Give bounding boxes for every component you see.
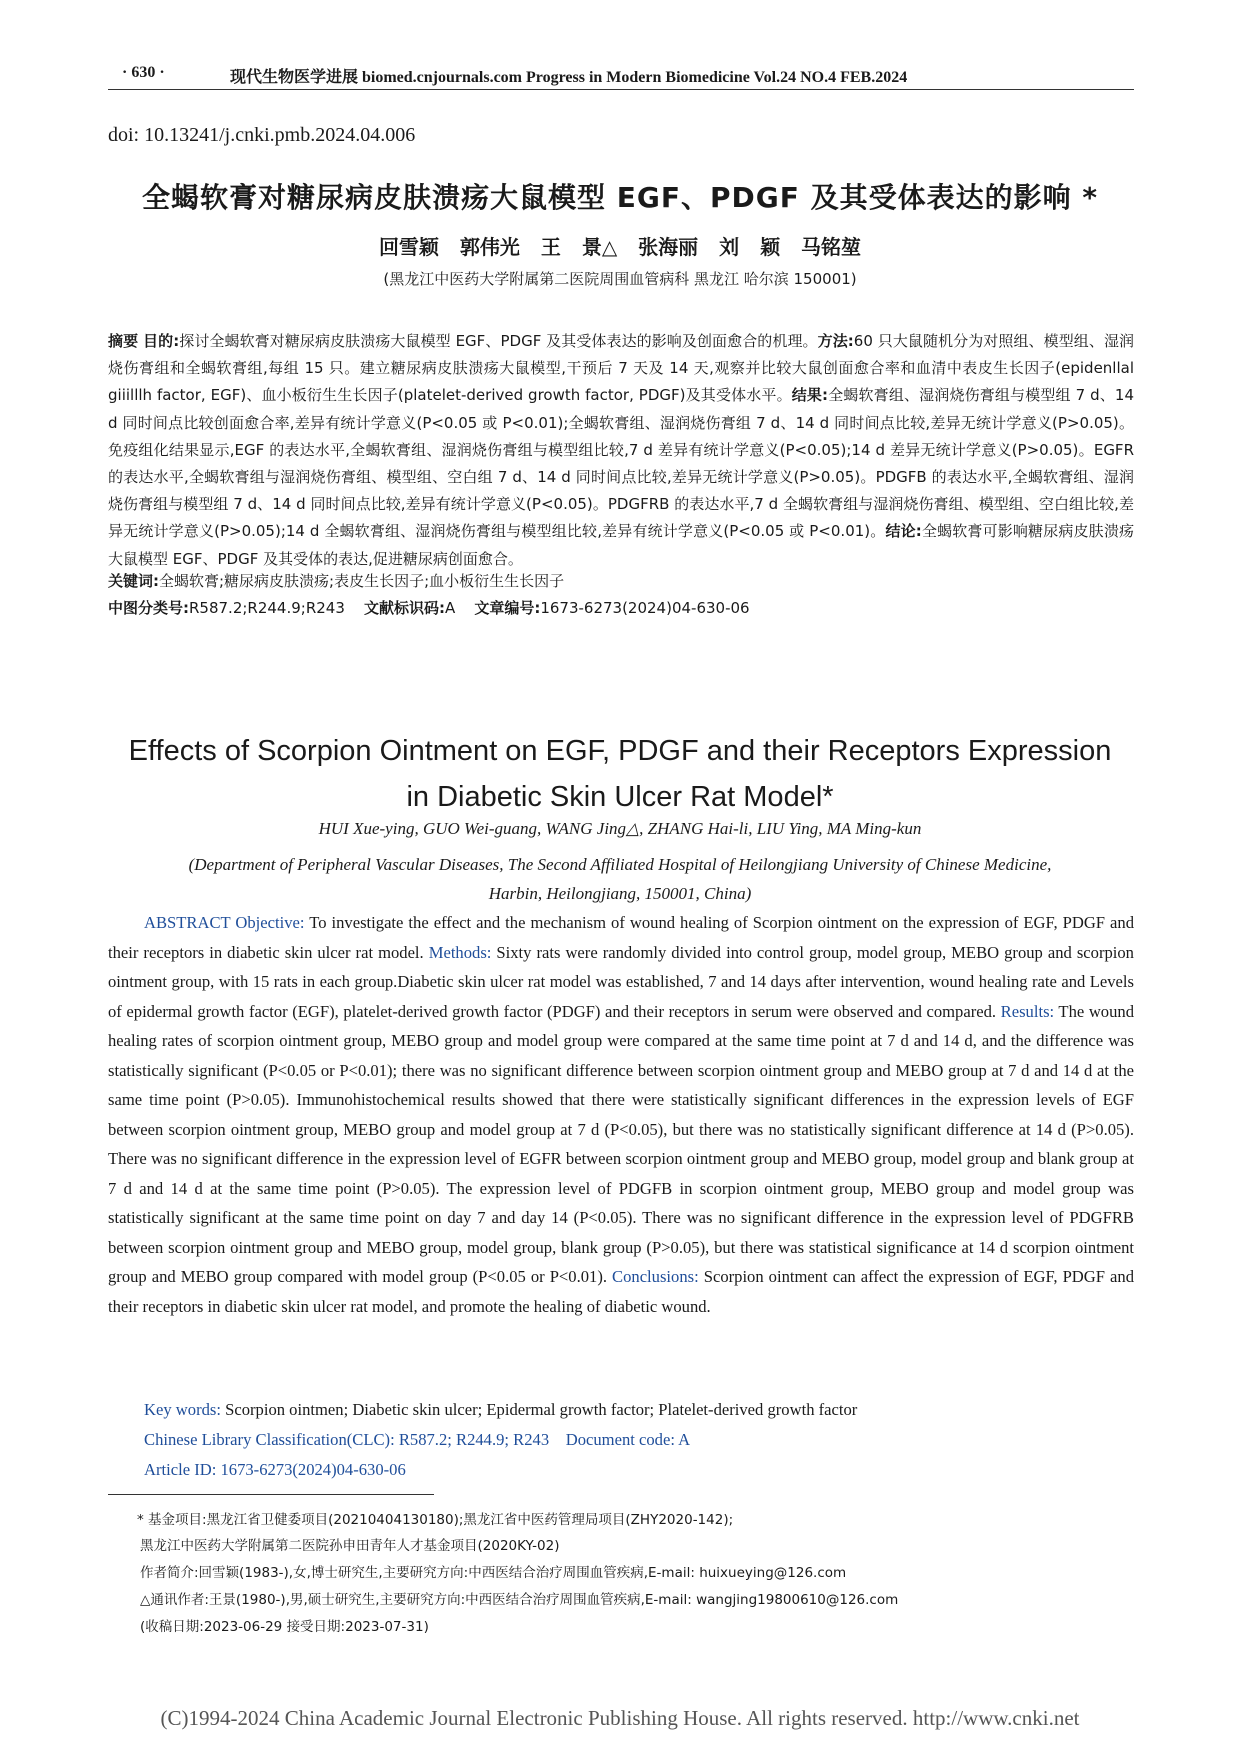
footnote-funding-2: 黑龙江中医药大学附属第二医院孙申田青年人才基金项目(2020KY-02) <box>140 1538 560 1554</box>
clc-label: 中图分类号: <box>108 599 189 617</box>
doccode-label: 文献标识码: <box>363 599 445 617</box>
english-title-line-2: in Diabetic Skin Ulcer Rat Model* <box>406 781 834 813</box>
results-text: 全蝎软膏组、湿润烧伤膏组与模型组 7 d、14 d 同时间点比较创面愈合率,差异有统计学意义(P<0.05 或 P<0.01);全蝎软膏组、湿润烧伤膏组 7 d、14 d 同时间点比较,差异无统计学意义(P>0.05)。免疫组化结果显示,EGF 的表达水平,全蝎软膏组、湿润烧伤膏组与模型组比较,7 d 差异有统计学意义(P<0.05);14 d 差异无统计学意义(P>0.05)。EGFR 的表达水平,全蝎软膏组与湿润烧伤膏组、模型组、空白组 7 d、14 d 同时间点比较,差异无统计学意义(P>0.05)。PDGFB 的表达水平,全蝎软膏组、湿润烧伤膏组与模型组 7 d、14 d 同时间点比较,差异有统计学意义(P<0.05)。PDGFRB 的表达水平,7 d 全蝎软膏组与湿润烧伤膏组、模型组、空白组比较,差异无统计学意义(P>0.05);14 d 全蝎软膏组、湿润烧伤膏组与模型组比较,差异有统计学意义(P<0.05 或 P<0.01)。 <box>108 386 1134 541</box>
footnote-rule <box>108 1494 434 1495</box>
en-keywords-label: Key words: <box>144 1400 221 1419</box>
english-title-line-1: Effects of Scorpion Ointment on EGF, PDGF and their Receptors Expression <box>128 735 1112 767</box>
article-number-value: 1673-6273(2024)04-630-06 <box>540 599 750 617</box>
abstract-label: 摘要 <box>108 332 139 350</box>
english-classification <box>144 1430 690 1450</box>
chinese-abstract <box>108 328 1134 573</box>
english-affiliation <box>0 850 1240 908</box>
keywords-label: 关键词: <box>108 572 159 590</box>
methods-label: 方法: <box>817 332 854 350</box>
methods-text: 60 只大鼠随机分为对照组、模型组、湿润烧伤膏组和全蝎软膏组,每组 15 只。建立糖尿病皮肤溃疡大鼠模型,干预后 7 天及 14 天,观察并比较大鼠创面愈合率和血清中表皮生长因子(epidenllal giiilllh factor, EGF)、血小板衍生生长因子(platelet-derived growth factor, PDGF)及其受体水平。 <box>108 332 1135 405</box>
footnote-funding-1: * 基金项目:黑龙江省卫健委项目(20210404130180);黑龙江省中医药管理局项目(ZHY2020-142); <box>137 1512 734 1528</box>
objective-text: 探讨全蝎软膏对糖尿病皮肤溃疡大鼠模型 EGF、PDGF 及其受体表达的影响及创面愈合的机理。 <box>179 332 818 350</box>
chinese-affiliation: (黑龙江中医药大学附属第二医院周围血管病科 黑龙江 哈尔滨 150001) <box>383 270 857 288</box>
english-article-id: Article ID: 1673-6273(2024)04-630-06 <box>144 1460 406 1479</box>
footnote-author-bio: 作者简介:回雪颖(1983-),女,博士研究生,主要研究方向:中西医结合治疗周围血管疾病,E-mail: huixueying@126.com <box>140 1565 847 1581</box>
english-title <box>0 728 1240 820</box>
conclusion-label: 结论: <box>885 522 922 541</box>
english-affiliation-line-1: (Department of Peripheral Vascular Diseases, The Second Affiliated Hospital of Heilongjiang University of Chinese Medicine, <box>188 855 1052 874</box>
en-methods-text: Sixty rats were randomly divided into control group, model group, MEBO group and scorpion ointment group, with 15 rats in each group.Diabetic skin ulcer rat model was established, 7 and 14 days after intervention, wound healing rate and Levels of epidermal growth factor (EGF), platelet-derived growth factor (PDGF) and their receptors in serum were observed and compared. <box>108 942 1134 1021</box>
en-conclusions-text: Scorpion ointment can affect the expression of EGF, PDGF and their receptors in diabetic skin ulcer rat model, and promote the healing of diabetic wound. <box>108 1267 1134 1316</box>
chinese-keywords <box>108 570 564 591</box>
clc-value: R587.2;R244.9;R243 <box>189 599 345 617</box>
results-label: 结果: <box>791 386 829 405</box>
running-header <box>112 64 1132 86</box>
footnote-dates: (收稿日期:2023-06-29 接受日期:2023-07-31) <box>140 1619 429 1635</box>
chinese-authors: 回雪颖 郭伟光 王 景△ 张海丽 刘 颖 马铭堃 <box>378 235 862 259</box>
english-affiliation-line-2: Harbin, Heilongjiang, 150001, China) <box>488 884 752 903</box>
en-doccode: Document code: A <box>565 1430 691 1449</box>
en-objective-text: To investigate the effect and the mechanism of wound healing of Scorpion ointment on the expression of EGF, PDGF and their receptors in diabetic skin ulcer rat model. <box>108 913 1135 962</box>
en-keywords-text: Scorpion ointmen; Diabetic skin ulcer; Epidermal growth factor; Platelet-derived growth factor <box>220 1400 858 1419</box>
footnote-corresponding-author: △通讯作者:王景(1980-),男,硕士研究生,主要研究方向:中西医结合治疗周围血管疾病,E-mail: wangjing19800610@126.com <box>140 1592 899 1608</box>
doccode-value: A <box>444 599 456 617</box>
en-methods-label: Methods: <box>428 942 492 962</box>
en-clc: Chinese Library Classification(CLC): R587.2; R244.9; R243 <box>144 1430 550 1449</box>
en-results-label: Results: <box>1000 1001 1055 1021</box>
journal-line: 现代生物医学进展 biomed.cnjournals.com Progress in Modern Biomedicine Vol.24 NO.4 FEB.2024 <box>230 69 908 86</box>
keywords-text: 全蝎软膏;糖尿病皮肤溃疡;表皮生长因子;血小板衍生生长因子 <box>159 572 565 590</box>
article-number-label: 文章编号: <box>474 599 541 617</box>
chinese-classification <box>108 597 750 618</box>
page-number: · 630 · <box>122 64 165 81</box>
doi: doi: 10.13241/j.cnki.pmb.2024.04.006 <box>108 124 416 146</box>
english-abstract <box>108 908 1134 1321</box>
english-authors: HUI Xue-ying, GUO Wei-guang, WANG Jing△, ZHANG Hai-li, LIU Ying, MA Ming-kun <box>318 819 922 838</box>
conclusion-text: 全蝎软膏可影响糖尿病皮肤溃疡大鼠模型 EGF、PDGF 及其受体的表达,促进糖尿病创面愈合。 <box>108 522 1135 568</box>
copyright-notice: (C)1994-2024 China Academic Journal Electronic Publishing House. All rights reserved. http://www.cnki.net <box>160 1706 1080 1730</box>
en-results-text: The wound healing rates of scorpion ointment group, MEBO group and model group were compared at the same time point at 7 d and 14 d, and the difference was statistically significant (P<0.05 or P<0.01); there was no significant difference between scorpion ointment group and MEBO group at 7 d and 14 d at the same time point (P>0.05). Immunohistochemical results showed that there were statistically significant differences in the expression levels of EGF between scorpion ointment group, MEBO group and model group at 7 d (P<0.05), but there was no statistically significant difference at 14 d (P>0.05). There was no significant difference in the expression level of EGFR between scorpion ointment group and MEBO group, model group and blank group at 7 d and 14 d at the same time point (P>0.05). The expression level of PDGFB in scorpion ointment group, MEBO group and model group was statistically significant at the same time point on day 7 and day 14 (P<0.05). There was no significant difference in the expression level of PDGFRB between scorpion ointment group and MEBO group, model group, blank group (P>0.05), but there was statistical significance at 14 d scorpion ointment group and MEBO group compared with model group (P<0.05 or P<0.01). <box>108 1001 1134 1286</box>
chinese-title: 全蝎软膏对糖尿病皮肤溃疡大鼠模型 EGF、PDGF 及其受体表达的影响 * <box>142 181 1098 214</box>
en-objective-label: ABSTRACT Objective: <box>144 913 305 932</box>
english-keywords <box>144 1400 857 1420</box>
objective-label: 目的: <box>143 332 180 350</box>
header-rule <box>108 89 1134 90</box>
en-conclusions-label: Conclusions: <box>612 1267 699 1286</box>
